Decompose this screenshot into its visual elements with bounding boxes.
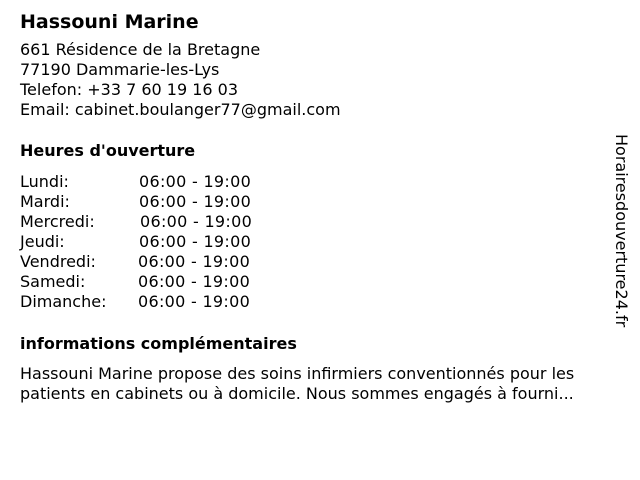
hours-time: 06:00 - 19:00 bbox=[138, 292, 251, 311]
hours-row-monday bbox=[20, 172, 630, 192]
hours-row-thursday bbox=[20, 232, 630, 252]
hours-row-sunday bbox=[20, 292, 630, 312]
business-name: Hassouni Marine bbox=[20, 11, 199, 33]
hours-time: 06:00 - 19:00 bbox=[138, 252, 251, 271]
additional-info-heading: informations complémentaires bbox=[20, 334, 297, 353]
hours-day: Mercredi: bbox=[20, 212, 95, 231]
opening-hours-heading: Heures d'ouverture bbox=[20, 141, 196, 160]
address-block bbox=[20, 40, 630, 120]
address-street: 661 Résidence de la Bretagne bbox=[20, 40, 261, 59]
hours-row-friday bbox=[20, 252, 630, 272]
description-text bbox=[20, 364, 625, 404]
hours-time: 06:00 - 19:00 bbox=[139, 232, 252, 251]
address-city: 77190 Dammarie-les-Lys bbox=[20, 60, 220, 79]
hours-day: Lundi: bbox=[20, 172, 69, 191]
hours-time: 06:00 - 19:00 bbox=[140, 212, 253, 231]
hours-day: Samedi: bbox=[20, 272, 86, 291]
email-line: Email: cabinet.boulanger77@gmail.com bbox=[20, 100, 341, 119]
hours-day: Vendredi: bbox=[20, 252, 96, 271]
description-line: Hassouni Marine propose des soins infirmiers conventionnés pour les bbox=[20, 364, 575, 383]
hours-day: Jeudi: bbox=[20, 232, 65, 251]
site-watermark: Horairesdouverture24.fr bbox=[612, 134, 631, 328]
phone-line: Telefon: +33 7 60 19 16 03 bbox=[20, 80, 239, 99]
hours-time: 06:00 - 19:00 bbox=[139, 172, 252, 191]
hours-day: Mardi: bbox=[20, 192, 70, 211]
hours-row-wednesday bbox=[20, 212, 630, 232]
hours-row-saturday bbox=[20, 272, 630, 292]
opening-hours-table bbox=[20, 172, 630, 312]
hours-time: 06:00 - 19:00 bbox=[138, 272, 251, 291]
hours-time: 06:00 - 19:00 bbox=[139, 192, 252, 211]
hours-row-tuesday bbox=[20, 192, 630, 212]
hours-day: Dimanche: bbox=[20, 292, 107, 311]
business-card bbox=[20, 8, 630, 404]
description-line: patients en cabinets ou à domicile. Nous sommes engagés à fourni... bbox=[20, 384, 574, 403]
